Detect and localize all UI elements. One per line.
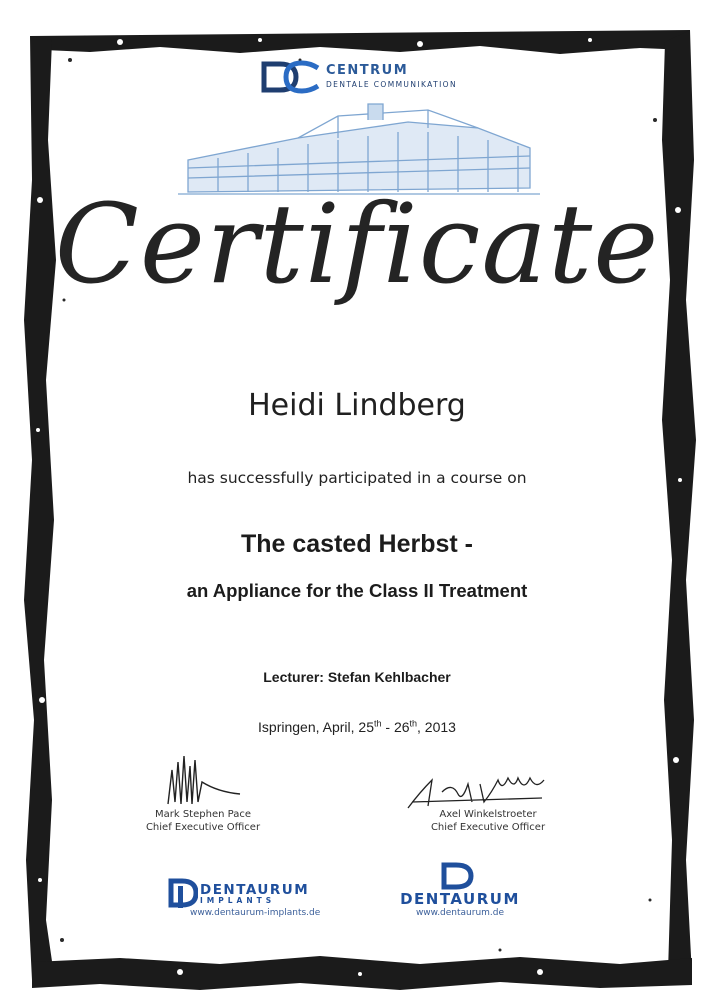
- signature-left: [148, 752, 248, 814]
- location-date: [0, 719, 714, 735]
- dentaurum-url: www.dentaurum.de: [415, 908, 505, 918]
- date-sup-2: th: [409, 718, 418, 729]
- certificate-title: Certificate: [54, 180, 660, 308]
- signatory-left: [118, 808, 288, 834]
- signatory-name: Axel Winkelstroeter: [439, 809, 537, 820]
- org-name: CENTRUM: [326, 63, 409, 78]
- date-sup-1: th: [373, 718, 382, 729]
- dc-logo-mark-icon: [258, 60, 322, 94]
- org-subtitle: DENTALE COMMUNIKATION: [326, 80, 457, 89]
- signatory-name: Mark Stephen Pace: [155, 809, 251, 820]
- dentaurum-brand-name: DENTAURUM: [400, 890, 520, 908]
- implants-url: www.dentaurum-implants.de: [190, 908, 321, 918]
- signatory-role: Chief Executive Officer: [145, 822, 261, 833]
- dentaurum-logo-icon: [440, 862, 474, 890]
- dentaurum-implants-logo-icon: [168, 878, 198, 908]
- course-subtitle: an Appliance for the Class II Treatment: [186, 580, 528, 601]
- centrum-logo: [258, 60, 488, 100]
- signatory-role: Chief Executive Officer: [430, 822, 546, 833]
- course-title: The casted Herbst -: [240, 530, 473, 558]
- signatory-right: [398, 808, 578, 834]
- implants-brand-sub: IMPLANTS: [200, 896, 276, 905]
- participation-text: has successfully participated in a course on: [187, 469, 527, 487]
- date-prefix: Ispringen, April, 25: [258, 719, 374, 735]
- date-mid: - 26: [381, 719, 410, 735]
- date-suffix: , 2013: [417, 719, 456, 735]
- implants-brand-name: DENTAURUM: [200, 882, 310, 898]
- lecturer-line: Lecturer: Stefan Kehlbacher: [263, 669, 451, 685]
- recipient-name: Heidi Lindberg: [248, 388, 466, 423]
